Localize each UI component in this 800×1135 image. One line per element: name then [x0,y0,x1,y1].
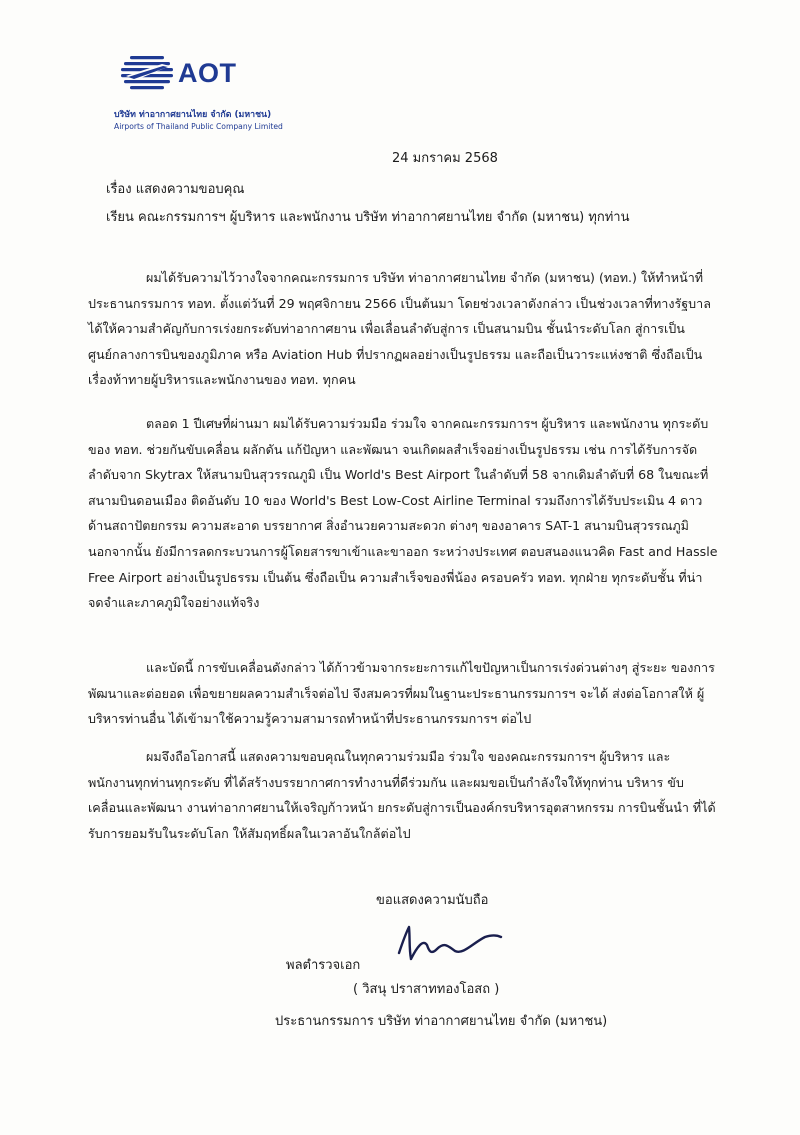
company-name-th: บริษัท ท่าอากาศยานไทย จำกัด (มหาชน) [114,110,272,120]
closing-phrase: ขอแสดงความนับถือ [376,893,489,908]
paragraph-text: และบัดนี้ การขับเคลื่อนดังกล่าว ได้ก้าวข้ามจากระยะการแก้ไขปัญหาเป็นการเร่งด่วนต่างๆ สู่ระยะ ของการพัฒนาและต่อยอด เพื่อขยายผลความสำเร็จต่อไป จึงสมควรที่ผมในฐานะประธานกรรมการฯ จะได้ ส่งต่อโอกาสให้ ผู้บริหารท่านอื่น ได้เข้ามาใช้ความรู้ความสามารถทำหน้าที่ประธานกรรมการฯ ต่อไป [88,660,715,727]
aot-emblem-icon [116,50,178,98]
company-name-en: Airports of Thailand Public Company Limited [114,122,283,131]
paragraph-text: ผมได้รับความไว้วางใจจากคณะกรรมการ บริษัท ท่าอากาศยานไทย จำกัด (มหาชน) (ทอท.) ให้ทำหน้าที่ ประธานกรรมการ ทอท. ตั้งแต่วันที่ 29 พฤศจิกายน 2566 เป็นต้นมา โดยช่วงเวลาดังกล่าว เป็นช่วงเวลาที่ทางรัฐบาลได้ให้ความสำคัญกับการเร่งยกระดับท่าอากาศยาน เพื่อเลื่อนลำดับสู่การ เป็นสนามบิน ชั้นนำระดับโลก สู่การเป็นศูนย์กลางการบินของภูมิภาค หรือ Aviation Hub ที่ปรากฏผลอย่างเป็นรูปธรรม และถือเป็นวาระแห่งชาติ ซึ่งถือเป็นเรื่องท้าทายผู้บริหารและพนักงานของ ทอท. ทุกคน [88,270,711,388]
handwritten-signature [393,923,505,963]
brand-name: AOT [178,58,237,88]
paragraph-4 [88,744,718,846]
signer-name: ( วิสนุ ปราสาททองโอสถ ) [353,982,500,997]
paragraph-1 [88,265,718,393]
aot-logo [110,50,283,140]
letter-subject: เรื่อง แสดงความขอบคุณ [106,182,245,197]
signer-rank: พลตำรวจเอก [286,958,361,973]
letter-recipient: เรียน คณะกรรมการฯ ผู้บริหาร และพนักงาน บริษัท ท่าอากาศยานไทย จำกัด (มหาชน) ทุกท่าน [106,210,630,225]
paragraph-2 [88,411,718,616]
paragraph-3 [88,655,718,732]
paragraph-text: ตลอด 1 ปีเศษที่ผ่านมา ผมได้รับความร่วมมือ ร่วมใจ จากคณะกรรมการฯ ผู้บริหาร และพนักงาน ทุกระดับของ ทอท. ช่วยกันขับเคลื่อน ผลักดัน แก้ปัญหา และพัฒนา จนเกิดผลสำเร็จอย่างเป็นรูปธรรม เช่น การได้รับการจัดลำดับจาก Skytrax ให้สนามบินสุวรรณภูมิ เป็น World's Best Airport ในลำดับที่ 58 จากเดิมลำดับที่ 68 ในขณะที่ สนามบินดอนเมือง ติดอันดับ 10 ของ World's Best Low-Cost Airline Terminal รวมถึงการได้รับประเมิน 4 ดาว ด้านสถาปัตยกรรม ความสะอาด บรรยากาศ สิ่งอำนวยความสะดวก ต่างๆ ของอาคาร SAT-1 สนามบินสุวรรณภูมิ นอกจากนั้น ยังมีการลดกระบวนการผู้โดยสารขาเข้าและขาออก ระหว่างประเทศ ตอบสนองแนวคิด Fast and Hassle Free Airport อย่างเป็นรูปธรรม เป็นต้น ซึ่งถือเป็น ความสำเร็จของพี่น้อง ครอบครัว ทอท. ทุกฝ่าย ทุกระดับชั้น ที่น่าจดจำและภาคภูมิใจอย่างแท้จริง [88,416,718,611]
signer-position: ประธานกรรมการ บริษัท ท่าอากาศยานไทย จำกัด (มหาชน) [275,1014,608,1029]
paragraph-text: ผมจึงถือโอกาสนี้ แสดงความขอบคุณในทุกความร่วมมือ ร่วมใจ ของคณะกรรมการฯ ผู้บริหาร และ พนักงานทุกท่านทุกระดับ ที่ได้สร้างบรรยากาศการทำงานที่ดีร่วมกัน และผมขอเป็นกำลังใจให้ทุกท่าน บริหาร ขับเคลื่อนและพัฒนา งานท่าอากาศยานให้เจริญก้าวหน้า ยกระดับสู่การเป็นองค์กรบริหารอุตสาหกรรม การบินชั้นนำ ที่ได้รับการยอมรับในระดับโลก ให้สัมฤทธิ์ผลในเวลาอันใกล้ต่อไป [88,749,716,841]
letter-date: 24 มกราคม 2568 [392,151,498,166]
